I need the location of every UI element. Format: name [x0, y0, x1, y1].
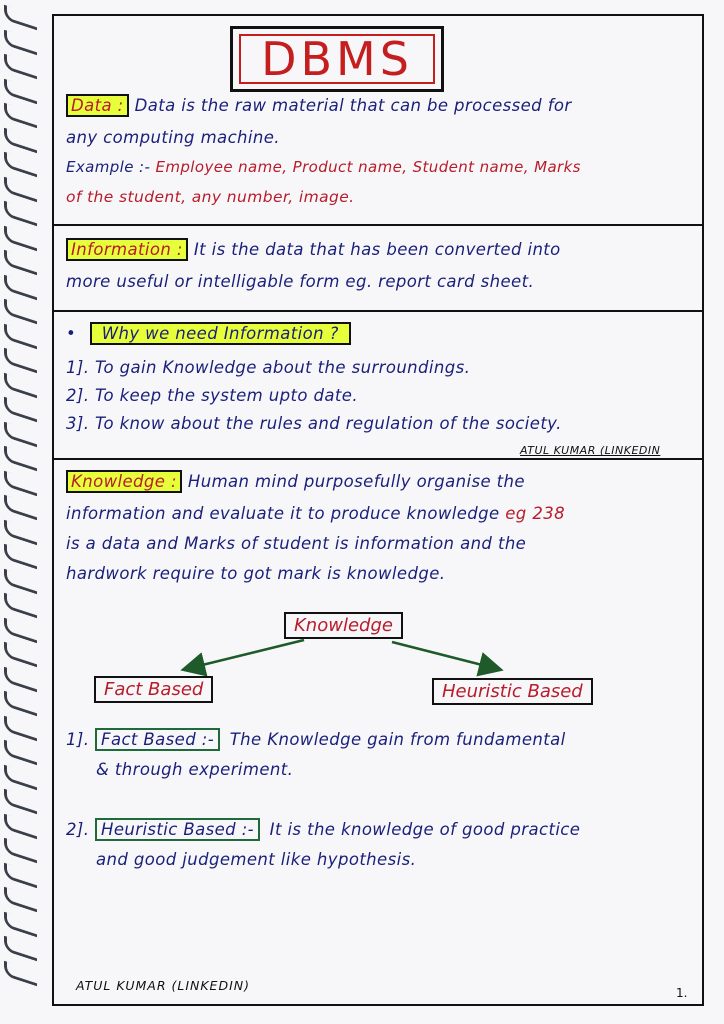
information-line-2: more useful or intelligable form eg. report card sheet. — [66, 272, 535, 291]
fact-based-label: Fact Based :- — [95, 728, 220, 751]
fact-based-definition: The Knowledge gain from fundamental — [229, 730, 566, 749]
fact-based-line-2: & through experiment. — [96, 760, 294, 779]
heuristic-based-line-2: and good judgement like hypothesis. — [96, 850, 417, 869]
tree-root-knowledge: Knowledge — [284, 612, 403, 639]
knowledge-line-4: hardwork require to got mark is knowledge. — [66, 564, 446, 583]
knowledge-definition: Human mind purposefully organise the — [187, 472, 525, 491]
signature: ATUL KUMAR (LINKEDIN — [520, 444, 661, 457]
information-label: Information : — [66, 238, 188, 261]
knowledge-example: eg 238 — [505, 504, 566, 523]
heuristic-based-definition: It is the knowledge of good practice — [269, 820, 581, 839]
example-text-1: Employee name, Product name, Student name, Marks — [155, 158, 581, 176]
example-line-2: of the student, any number, image. — [66, 188, 355, 206]
why-item-1: 1]. To gain Knowledge about the surroundings. — [66, 358, 471, 377]
knowledge-line-2-text: information and evaluate it to produce knowledge — [66, 504, 500, 523]
data-label: Data : — [66, 94, 129, 117]
example-label: Example :- — [66, 158, 151, 176]
heuristic-based-number: 2]. — [66, 820, 90, 839]
bullet: • — [66, 324, 77, 343]
tree-node-heuristic-based: Heuristic Based — [432, 678, 593, 705]
information-definition: It is the data that has been converted into — [193, 240, 561, 259]
knowledge-label: Knowledge : — [66, 470, 182, 493]
arrow-right — [392, 642, 494, 668]
heuristic-based-label: Heuristic Based :- — [95, 818, 260, 841]
why-item-2: 2]. To keep the system upto date. — [66, 386, 358, 405]
page-number: 1. — [676, 986, 688, 1000]
fact-based-number: 1]. — [66, 730, 90, 749]
data-definition: Data is the raw material that can be processed for — [134, 96, 572, 115]
footer-author: ATUL KUMAR (LINKEDIN) — [76, 978, 250, 993]
why-item-3: 3]. To know about the rules and regulation of the society. — [66, 414, 562, 433]
arrow-left — [190, 640, 304, 668]
knowledge-line-3: is a data and Marks of student is information and the — [66, 534, 527, 553]
heuristic-based-line-1 — [66, 820, 580, 839]
tree-node-fact-based: Fact Based — [94, 676, 213, 703]
data-line-2: any computing machine. — [66, 128, 280, 147]
page-title: DBMS — [261, 32, 413, 86]
why-heading: Why we need Information ? — [90, 322, 351, 345]
fact-based-line-1 — [66, 730, 566, 749]
